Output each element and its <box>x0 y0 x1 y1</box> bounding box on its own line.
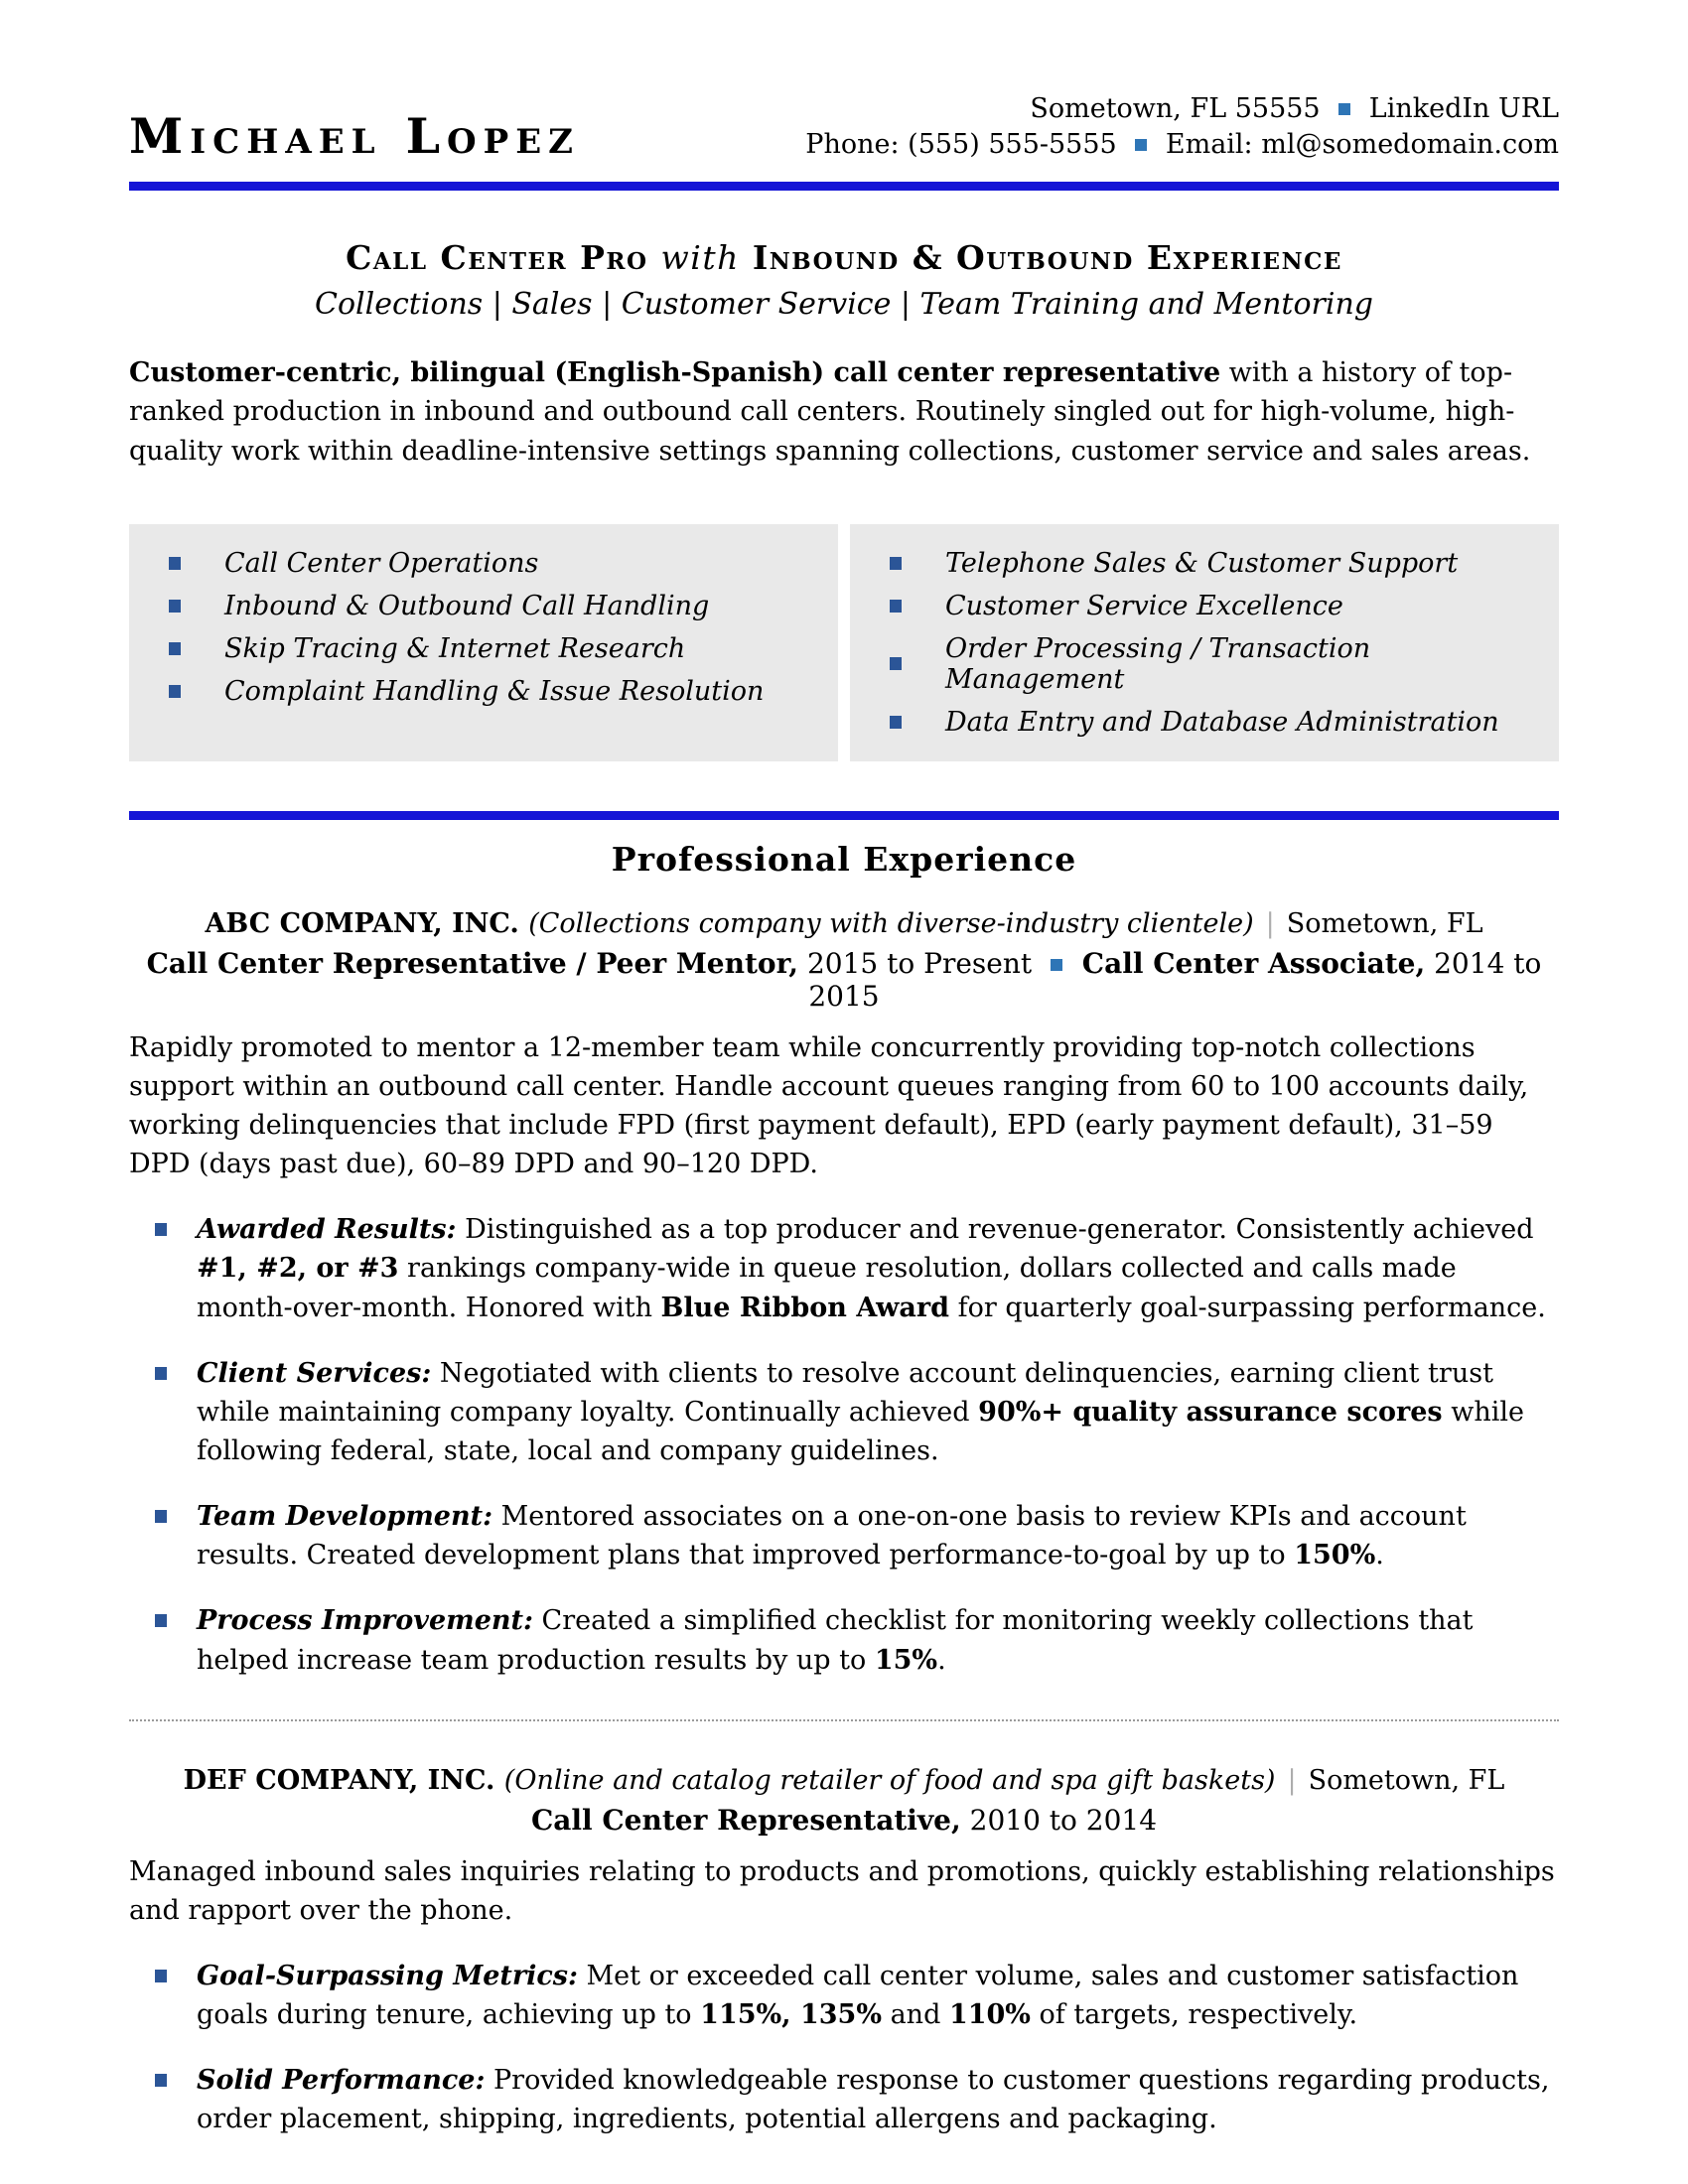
text-segment: Client Services: <box>197 1357 432 1389</box>
bullet-square-icon <box>155 1970 167 1982</box>
contact-info <box>805 91 1559 162</box>
text-segment: rankings company-wide in queue resolution, dollars collected and calls made month-over-month. Honored with <box>197 1253 1457 1323</box>
text-segment: Sometown, FL 55555 <box>1030 93 1330 124</box>
bullet-square-icon <box>155 1614 167 1627</box>
text-segment: Negotiated with clients to resolve account delinquencies, earning client trust while maintaining company loyalty. Continually achieved <box>197 1357 1493 1428</box>
job-bullet-text <box>197 1210 1559 1326</box>
skill-label: Order Processing / Transaction Management <box>945 632 1371 695</box>
bullet-square-icon <box>169 642 181 655</box>
job-bullet-list <box>129 1957 1559 2139</box>
job-title-line <box>129 1804 1559 1837</box>
section-divider-rule <box>129 811 1559 820</box>
skill-item <box>169 585 828 627</box>
skill-label: Call Center Operations <box>224 547 539 579</box>
skills-column-right <box>850 524 1559 761</box>
text-segment: 2014 to 2015 <box>808 946 1542 1013</box>
skill-label: Telephone Sales & Customer Support <box>945 547 1459 579</box>
text-segment: while following federal, state, local and company guidelines. <box>197 1396 1524 1466</box>
text-segment: Call Center Associate, <box>1072 946 1426 980</box>
text-segment: . <box>1375 1540 1384 1571</box>
skill-item <box>890 627 1549 701</box>
job-bullet <box>129 1601 1559 1679</box>
skill-item <box>169 670 828 713</box>
header <box>129 91 1559 165</box>
bullet-square-icon <box>169 600 181 613</box>
bullet-square-icon <box>890 600 902 613</box>
skill-label: Inbound & Outbound Call Handling <box>224 590 710 621</box>
job-bullet <box>129 1957 1559 2034</box>
text-segment: Met or exceeded call center volume, sales and customer satisfaction goals during tenure, achieving up to <box>197 1960 1519 2031</box>
text-segment: DEF COMPANY, INC. <box>183 1764 504 1796</box>
text-segment: Team Development: <box>197 1501 493 1533</box>
skill-label: Complaint Handling & Issue Resolution <box>224 675 765 707</box>
text-segment: for quarterly goal-surpassing performance. <box>949 1292 1546 1323</box>
text-segment: Sometown, FL <box>1308 1764 1505 1796</box>
text-segment: Blue Ribbon Award <box>660 1292 950 1323</box>
summary-paragraph <box>129 353 1559 470</box>
job-bullet-text <box>197 1601 1559 1679</box>
text-segment: . <box>937 1644 946 1676</box>
text-segment: 115%, 135% <box>700 1999 882 2031</box>
text-segment: Mentored associates on a one-on-one basis to review KPIs and account results. Created development plans that improved performance-to-goal by up to <box>197 1501 1467 1571</box>
bullet-square-icon <box>155 1223 167 1236</box>
text-segment: Distinguished as a top producer and revenue-generator. Consistently achieved <box>456 1214 1534 1246</box>
company-line <box>129 908 1559 939</box>
skill-label: Data Entry and Database Administration <box>945 706 1499 738</box>
skill-item <box>169 627 828 670</box>
skill-item <box>890 701 1549 744</box>
separator-square-icon <box>1051 959 1062 971</box>
text-segment: and <box>882 1999 949 2031</box>
text-segment: Call Center Representative, <box>530 1803 961 1837</box>
text-segment: Call Center Representative / Peer Mentor, <box>146 946 799 980</box>
text-segment: Sometown, FL <box>1286 907 1483 939</box>
headline-block <box>129 238 1559 322</box>
contact-line-phone-email <box>805 127 1559 163</box>
text-segment: 110% <box>948 1999 1031 2031</box>
text-segment: with a history of top-ranked production in inbound and outbound call centers. Routinely singled out for high-volume, high-quality work within deadline-intensive settings spanning collections, customer service and sales areas. <box>129 357 1531 467</box>
text-segment: 2010 to 2014 <box>960 1803 1158 1837</box>
skill-item <box>890 542 1549 585</box>
text-segment: 90%+ quality assurance scores <box>978 1396 1443 1428</box>
candidate-name: Michael Lopez <box>129 106 580 165</box>
text-segment: Customer-centric, bilingual (English-Spanish) call center representative <box>129 357 1221 389</box>
text-segment: Awarded Results: <box>197 1214 457 1246</box>
text-segment: (Collections company with diverse-industry clientele) <box>528 907 1254 939</box>
contact-line-location <box>805 91 1559 127</box>
bullet-square-icon <box>890 557 902 570</box>
text-segment: Process Improvement: <box>197 1605 533 1637</box>
separator-bar: | <box>1265 907 1275 939</box>
header-divider-rule <box>129 182 1559 191</box>
job-bullet-text <box>197 1354 1559 1470</box>
separator-square-icon <box>1135 139 1147 151</box>
text-segment: Inbound & Outbound Experience <box>739 238 1342 278</box>
bullet-square-icon <box>169 685 181 698</box>
resume-subheadline: Collections | Sales | Customer Service | Team Training and Mentoring <box>315 287 1373 323</box>
text-segment: Created a simplified checklist for monitoring weekly collections that helped increase team production results by up to <box>197 1605 1474 1676</box>
text-segment: Managed inbound sales inquiries relating to products and promotions, quickly establishing relationships and rapport over the phone. <box>129 1855 1555 1926</box>
skill-label: Customer Service Excellence <box>945 590 1343 621</box>
text-segment: 2015 to Present <box>798 946 1042 980</box>
text-segment: Solid Performance: <box>197 2065 486 2097</box>
job-description <box>129 1028 1559 1184</box>
text-segment: (Online and catalog retailer of food and spa gift baskets) <box>503 1764 1276 1796</box>
section-title-professional-experience: Professional Experience <box>611 839 1077 879</box>
resume-headline <box>129 238 1559 277</box>
text-segment: Call Center Pro <box>346 238 661 278</box>
text-segment: Phone: (555) 555-5555 <box>805 128 1126 160</box>
bullet-square-icon <box>890 716 902 729</box>
skills-column-left <box>129 524 838 761</box>
text-segment: 150% <box>1294 1540 1376 1571</box>
job-abc-company <box>129 908 1559 1680</box>
text-segment: Goal-Surpassing Metrics: <box>197 1960 578 1991</box>
skill-item <box>890 585 1549 627</box>
separator-bar: | <box>1287 1764 1297 1796</box>
separator-square-icon <box>1338 103 1350 115</box>
text-segment: LinkedIn URL <box>1360 93 1559 124</box>
bullet-square-icon <box>155 2074 167 2087</box>
text-segment: 15% <box>874 1644 938 1676</box>
job-bullet <box>129 2061 1559 2138</box>
text-segment: Rapidly promoted to mentor a 12-member team while concurrently providing top-notch collections support within an outbound call center. Handle account queues ranging from 60 to 100 accounts daily, working delinquencies that include FPD (first payment default), EPD (early payment default), 31–59 DPD (days past due), 60–89 DPD and 90–120 DPD. <box>129 1031 1529 1180</box>
skill-label: Skip Tracing & Internet Research <box>224 632 686 664</box>
job-bullet <box>129 1497 1559 1574</box>
job-title-line <box>129 947 1559 1013</box>
bullet-square-icon <box>890 657 902 670</box>
bullet-square-icon <box>169 557 181 570</box>
text-segment: Email: ml@somedomain.com <box>1157 128 1559 160</box>
text-segment: Provided knowledgeable response to customer questions regarding products, order placement, shipping, ingredients, potential allergens and packaging. <box>197 2065 1550 2135</box>
job-bullet-list <box>129 1210 1559 1679</box>
skill-item <box>169 542 828 585</box>
job-bullet-text <box>197 1957 1559 2034</box>
job-def-company <box>129 1765 1559 2139</box>
bullet-square-icon <box>155 1367 167 1380</box>
text-segment: ABC COMPANY, INC. <box>205 907 529 939</box>
text-segment: with <box>660 238 740 278</box>
text-segment: of targets, respectively. <box>1030 1999 1358 2031</box>
skills-section <box>129 524 1559 761</box>
job-bullet-text <box>197 1497 1559 1574</box>
job-bullet <box>129 1354 1559 1470</box>
text-segment: #1, #2, or #3 <box>197 1253 399 1285</box>
company-line <box>129 1765 1559 1796</box>
job-bullet-text <box>197 2061 1559 2138</box>
job-divider-dotted-rule <box>129 1719 1559 1721</box>
job-description <box>129 1852 1559 1930</box>
job-bullet <box>129 1210 1559 1326</box>
bullet-square-icon <box>155 1510 167 1523</box>
